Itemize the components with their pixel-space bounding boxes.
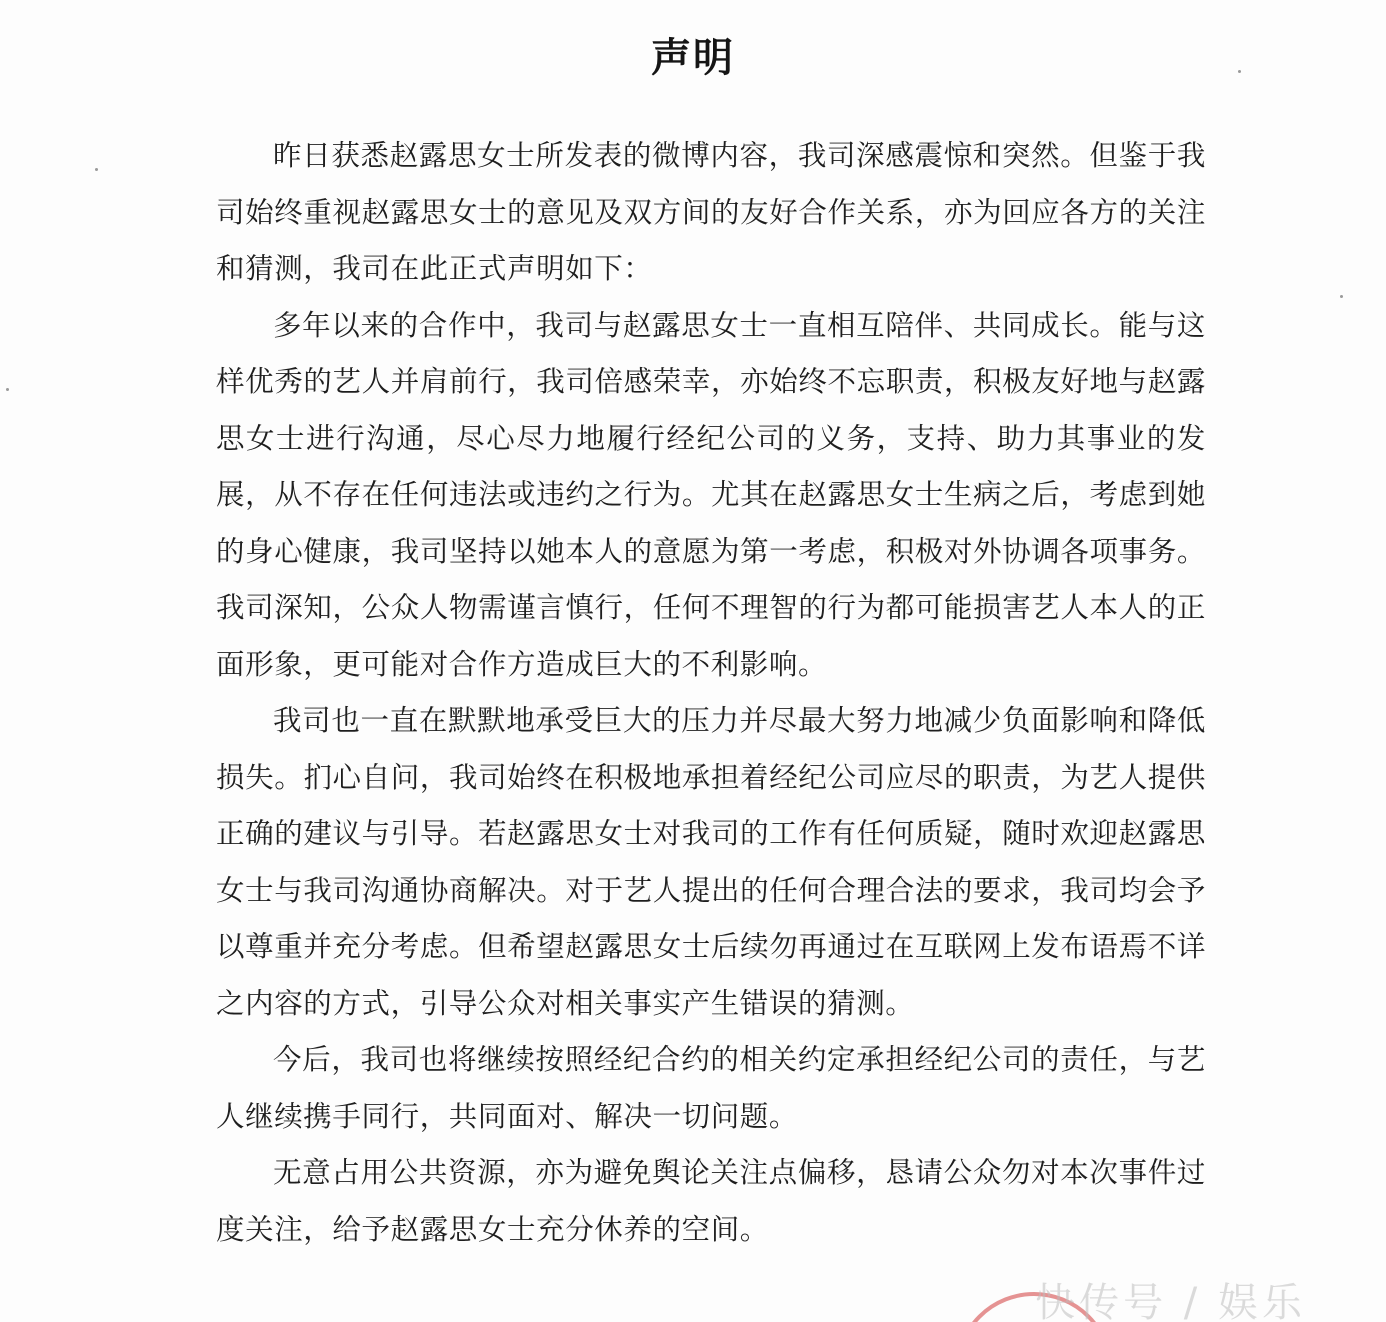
paragraph-3: 我司也一直在默默地承受巨大的压力并尽最大努力地减少负面影响和降低损失。扪心自问，我司始终在积极地承担着经纪公司应尽的职责，为艺人提供正确的建议与引导。若赵露思女士对我司的工作有任何质疑，随时欢迎赵露思女士与我司沟通协商解决。对于艺人提出的任何合理合法的要求，我司均会予以尊重并充分考虑。但希望赵露思女士后续勿再通过在互联网上发布语焉不详之内容的方式，引导公众对相关事实产生错误的猜测。 bbox=[216, 704, 1206, 1020]
scan-speck bbox=[6, 388, 9, 391]
watermark-text: 快传号 / 娱乐 bbox=[1035, 1280, 1306, 1322]
paragraph-4: 今后，我司也将继续按照经纪合约的相关约定承担经纪公司的责任，与艺人继续携手同行，共同面对、解决一切问题。 bbox=[216, 1043, 1206, 1133]
scan-speck bbox=[95, 168, 98, 171]
paragraph-2: 多年以来的合作中，我司与赵露思女士一直相互陪伴、共同成长。能与这样优秀的艺人并肩前行，我司倍感荣幸，亦始终不忘职责，积极友好地与赵露思女士进行沟通，尽心尽力地履行经纪公司的义务，支持、助力其事业的发展，从不存在任何违法或违约之行为。尤其在赵露思女士生病之后，考虑到她的身心健康，我司坚持以她本人的意愿为第一考虑，积极对外协调各项事务。我司深知，公众人物需谨言慎行，任何不理智的行为都可能损害艺人本人的正面形象，更可能对合作方造成巨大的不利影响。 bbox=[216, 308, 1206, 681]
paragraph-1: 昨日获悉赵露思女士所发表的微博内容，我司深感震惊和突然。但鉴于我司始终重视赵露思女士的意见及双方间的友好合作关系，亦为回应各方的关注和猜测，我司在此正式声明如下： bbox=[216, 139, 1206, 285]
paragraph-5: 无意占用公共资源，亦为避免舆论关注点偏移，恳请公众勿对本次事件过度关注，给予赵露思女士充分休养的空间。 bbox=[216, 1156, 1206, 1246]
document-title: 声明 bbox=[651, 34, 735, 81]
scan-speck bbox=[1340, 295, 1343, 298]
scan-speck bbox=[1238, 70, 1241, 73]
document-body bbox=[216, 128, 1206, 1258]
